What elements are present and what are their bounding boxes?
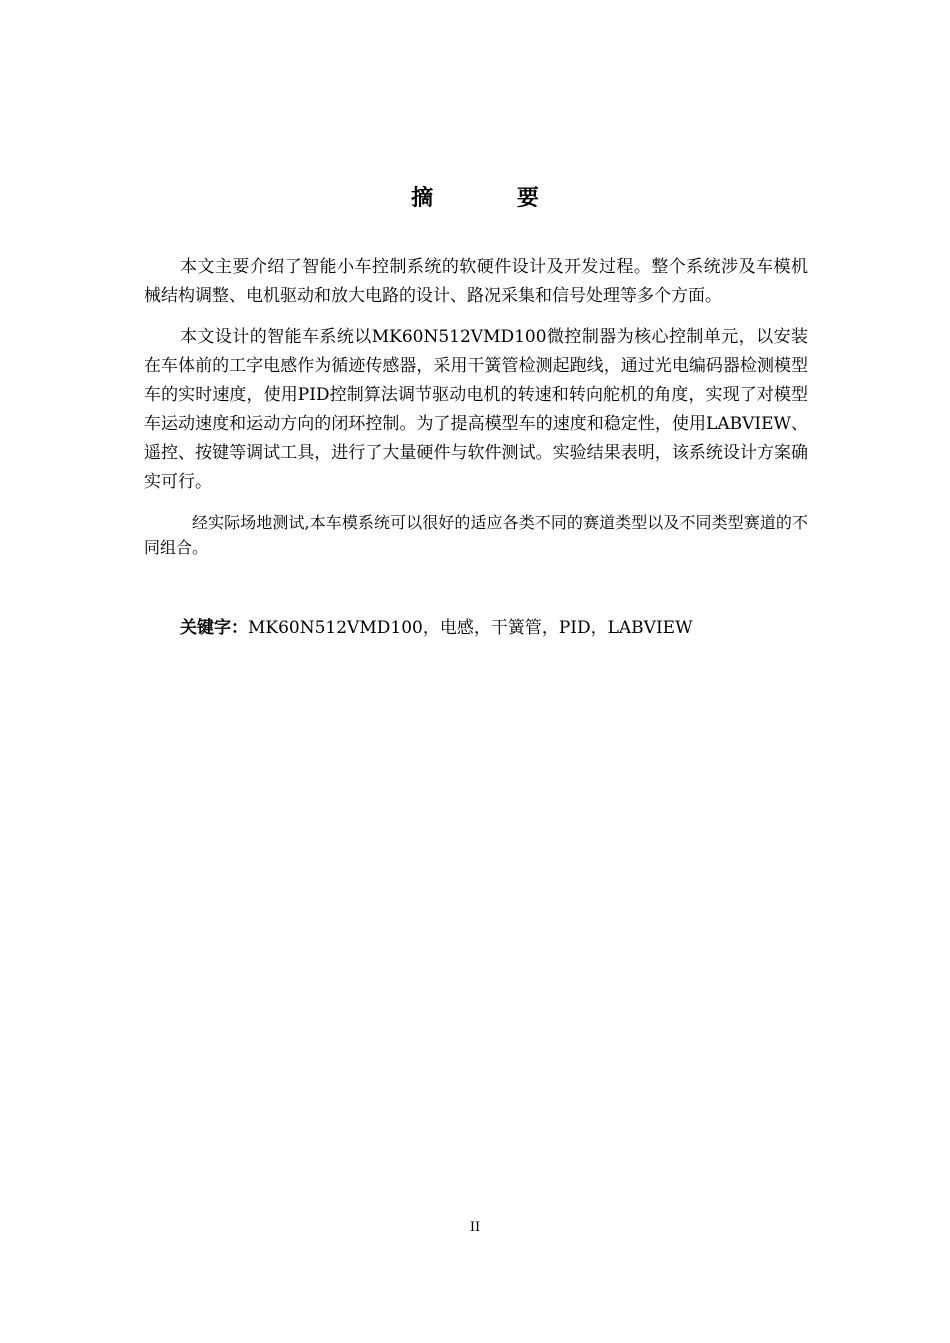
abstract-paragraph-1: 本文主要介绍了智能小车控制系统的软硬件设计及开发过程。整个系统涉及车模机械结构调整、电机驱动和放大电路的设计、路况采集和信号处理等多个方面。 (144, 257, 808, 306)
abstract-title: 摘 要 (411, 185, 577, 211)
keywords-value: MK60N512VMD100，电感，干簧管，PID，LABVIEW (248, 618, 693, 638)
abstract-paragraph-2: 本文设计的智能车系统以MK60N512VMD100微控制器为核心控制单元，以安装在车体前的工字电感作为循迹传感器，采用干簧管检测起跑线，通过光电编码器检测模型车的实时速度，使用PID控制算法调节驱动电机的转速和转向舵机的角度，实现了对模型车运动速度和运动方向的闭环控制。为了提高模型车的速度和稳定性，使用LABVIEW、遥控、按键等调试工具，进行了大量硬件与软件测试。实验结果表明，该系统设计方案确实可行。 (144, 327, 808, 492)
abstract-paragraph-3: 经实际场地测试,本车模系统可以很好的适应各类不同的赛道类型以及不同类型赛道的不同组合。 (144, 513, 808, 557)
keywords-label: 关键字： (180, 618, 248, 638)
keywords-line (180, 614, 693, 642)
page-number: II (469, 1220, 481, 1235)
